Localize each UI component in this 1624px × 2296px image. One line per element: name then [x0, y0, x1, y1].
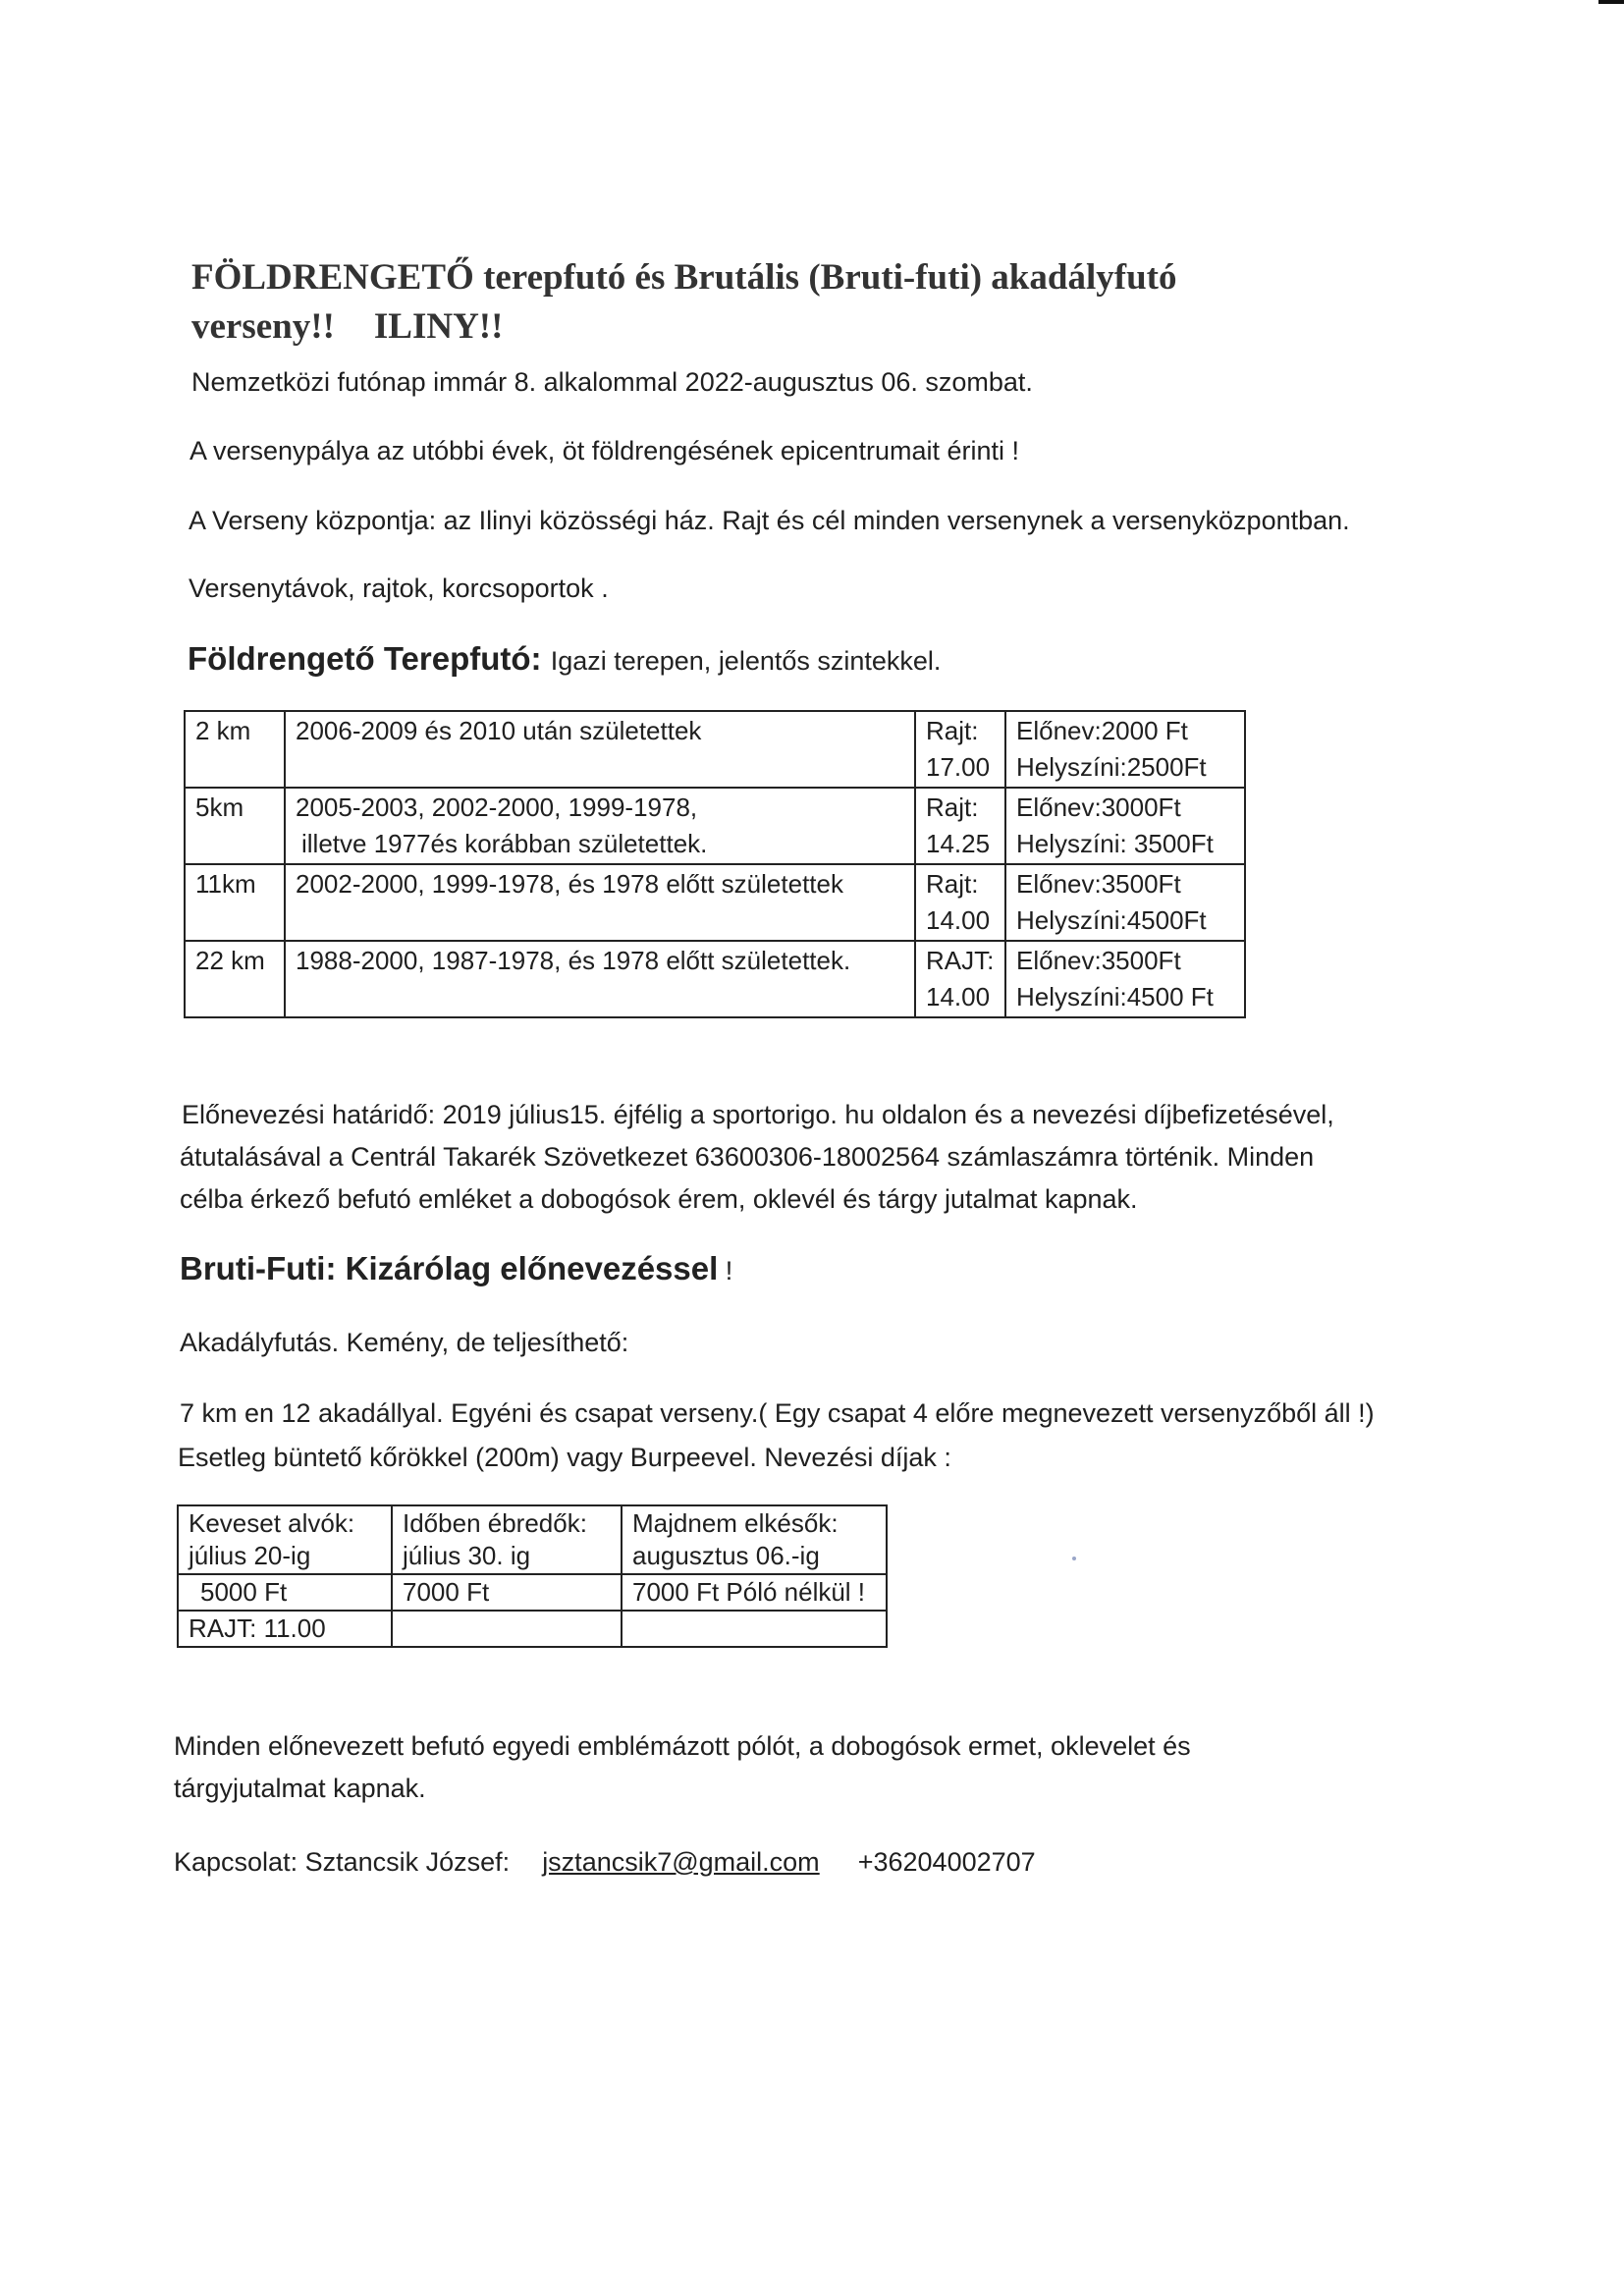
table-row [178, 1505, 887, 1574]
contact-email-link[interactable]: jsztancsik7@gmail.com [542, 1847, 820, 1877]
contact-label: Kapcsolat: Sztancsik József: [174, 1847, 511, 1877]
table-row [185, 864, 1245, 941]
fees-cell [1005, 788, 1245, 864]
scan-edge-mark [1598, 0, 1624, 4]
terepfuto-table [184, 710, 1246, 1018]
section1-title: Földrengető Terepfutó: [188, 640, 542, 677]
groups-line: 2005-2003, 2002-2000, 1999-1978, [296, 793, 698, 822]
start-label: Rajt: [926, 716, 979, 745]
groups-line: illetve 1977és korábban születettek. [301, 829, 708, 858]
intro-line-1: Nemzetközi futónap immár 8. alkalommal 2022-augusztus 06. szombat. [191, 367, 1033, 397]
section2-heading [180, 1250, 732, 1287]
start-cell [915, 864, 1005, 941]
start-cell [915, 711, 1005, 788]
fee-header-date: július 30. ig [403, 1541, 531, 1570]
fees-cell [1005, 864, 1245, 941]
groups-line: 2002-2000, 1999-1978, és 1978 előtt születettek [296, 869, 843, 899]
page-title [191, 253, 1370, 352]
title-line-2b: ILINY!! [373, 306, 504, 347]
section1-heading [188, 640, 941, 678]
table-row [185, 941, 1245, 1017]
start-cell [915, 941, 1005, 1017]
scan-speck [1072, 1557, 1076, 1560]
start-cell: RAJT: 11.00 [178, 1611, 392, 1647]
groups-cell [285, 864, 915, 941]
section2-line-1: Akadályfutás. Kemény, de teljesíthető: [180, 1328, 629, 1357]
distance-cell: 22 km [185, 941, 285, 1017]
fees-cell [1005, 941, 1245, 1017]
distance-cell: 5km [185, 788, 285, 864]
start-label: Rajt: [926, 869, 979, 899]
contact-phone: +36204002707 [857, 1847, 1036, 1877]
table-row [185, 711, 1245, 788]
fee-pre: Előnev:2000 Ft [1016, 716, 1188, 745]
start-cell [622, 1611, 887, 1647]
fee-pre: Előnev:3500Ft [1016, 946, 1181, 975]
start-time: 14.00 [926, 905, 991, 935]
deadline-line-2: átutalásával a Centrál Takarék Szövetkezet 63600306-18002564 számlaszámra történik. Minden [180, 1142, 1315, 1172]
start-label: Rajt: [926, 793, 979, 822]
start-cell [392, 1611, 622, 1647]
distance-cell: 2 km [185, 711, 285, 788]
title-line-2a: verseny!! [191, 306, 335, 347]
intro-line-4: Versenytávok, rajtok, korcsoportok . [189, 574, 609, 603]
fee-onsite: Helyszíni:4500Ft [1016, 905, 1207, 935]
deadline-line-1: Előnevezési határidő: 2019 július15. éjfélig a sportorigo. hu oldalon és a nevezési díjbefizetésével, [182, 1100, 1334, 1129]
closing-line-1: Minden előnevezett befutó egyedi emblémázott pólót, a dobogósok ermet, oklevelet és [174, 1731, 1191, 1761]
groups-cell [285, 711, 915, 788]
start-label: RAJT: [926, 946, 995, 975]
table-row [178, 1574, 887, 1611]
fee-header-cell [178, 1505, 392, 1574]
groups-line: 1988-2000, 1987-1978, és 1978 előtt születettek. [296, 946, 851, 975]
section2-line-3: Esetleg büntető kőrökkel (200m) vagy Burpeevel. Nevezési díjak : [178, 1443, 951, 1472]
section2-title-end: ! [718, 1256, 733, 1285]
price-cell: 7000 Ft Póló nélkül ! [622, 1574, 887, 1611]
section1-subtitle: Igazi terepen, jelentős szintekkel. [550, 646, 942, 676]
fee-header-cell [392, 1505, 622, 1574]
fee-header-date: július 20-ig [189, 1541, 311, 1570]
groups-line: 2006-2009 és 2010 után születettek [296, 716, 702, 745]
deadline-line-3: célba érkező befutó emléket a dobogósok érem, oklevél és tárgy jutalmat kapnak. [180, 1184, 1138, 1214]
closing-line-2: tárgyjutalmat kapnak. [174, 1774, 426, 1803]
section2-title: Bruti-Futi: Kizárólag előnevezéssel [180, 1250, 719, 1286]
fee-header-title: Időben ébredők: [403, 1508, 587, 1538]
fee-onsite: Helyszíni:2500Ft [1016, 752, 1207, 782]
start-time: 14.00 [926, 982, 991, 1011]
fee-header-date: augusztus 06.-ig [632, 1541, 820, 1570]
fee-pre: Előnev:3000Ft [1016, 793, 1181, 822]
fees-cell [1005, 711, 1245, 788]
distance-cell: 11km [185, 864, 285, 941]
fee-header-title: Majdnem elkésők: [632, 1508, 839, 1538]
groups-cell [285, 941, 915, 1017]
fee-onsite: Helyszíni:4500 Ft [1016, 982, 1214, 1011]
contact-line [174, 1847, 1036, 1877]
table-row [185, 788, 1245, 864]
bruti-futi-fee-table [177, 1504, 888, 1648]
section2-line-2: 7 km en 12 akadállyal. Egyéni és csapat verseny.( Egy csapat 4 előre megnevezett versenyzőből áll !) [180, 1398, 1375, 1428]
fee-header-cell [622, 1505, 887, 1574]
groups-cell [285, 788, 915, 864]
intro-line-3: A Verseny központja: az Ilinyi közösségi ház. Rajt és cél minden versenynek a versenyközpontban. [189, 506, 1350, 535]
price-cell: 7000 Ft [392, 1574, 622, 1611]
start-cell [915, 788, 1005, 864]
fee-header-title: Keveset alvók: [189, 1508, 355, 1538]
fee-pre: Előnev:3500Ft [1016, 869, 1181, 899]
title-line-2 [191, 302, 1370, 352]
price-cell: 5000 Ft [178, 1574, 392, 1611]
fee-onsite: Helyszíni: 3500Ft [1016, 829, 1214, 858]
start-time: 14.25 [926, 829, 991, 858]
title-line-1: FÖLDRENGETŐ terepfutó és Brutális (Bruti-futi) akadályfutó [191, 257, 1177, 298]
start-time: 17.00 [926, 752, 991, 782]
table-row [178, 1611, 887, 1647]
intro-line-2: A versenypálya az utóbbi évek, öt földrengésének epicentrumait érinti ! [189, 436, 1019, 465]
